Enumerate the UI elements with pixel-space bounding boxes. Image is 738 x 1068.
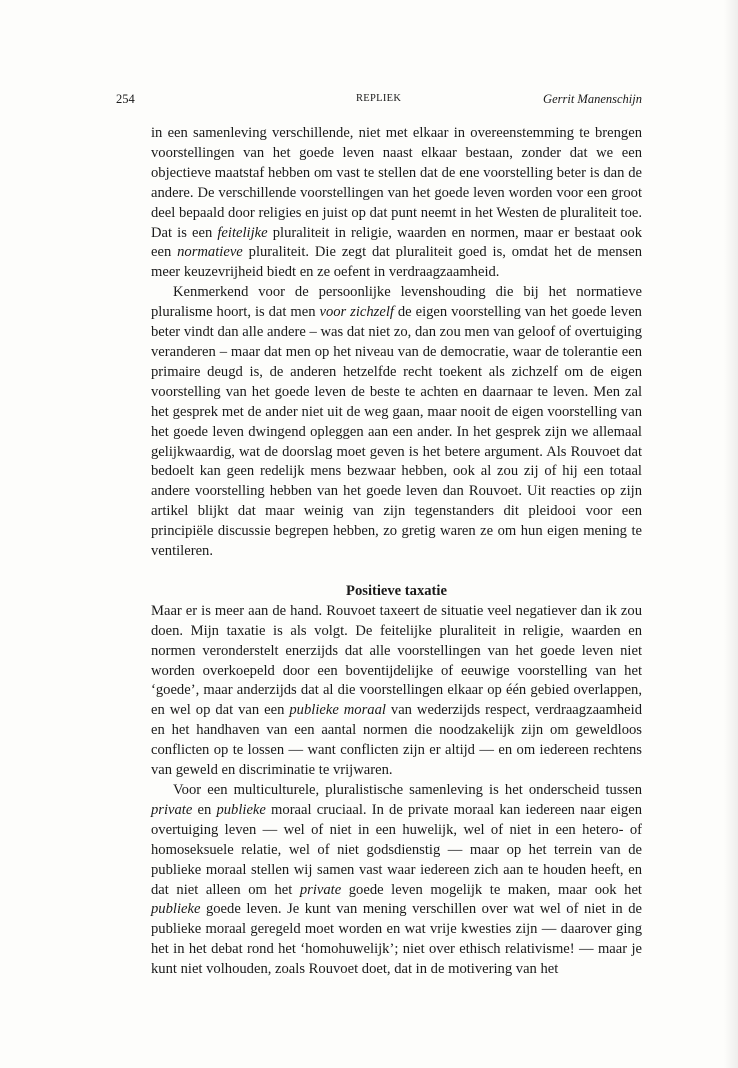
italic-text: publieke	[151, 901, 201, 918]
italic-text: feitelijke	[217, 224, 268, 241]
paragraph	[151, 283, 642, 562]
text-run: pluraliteit in religie, waarden en normen, maar er bestaat ook een	[151, 224, 642, 261]
text-run: Maar er is meer aan de hand. Rouvoet taxeert de situatie veel negatiever dan ik zou doen. Mijn taxatie is als volgt. De feitelijke pluraliteit in religie, waarden en normen veronderstelt enerzijds dat alle voorstellingen van het goede leven niet worden overkoepeld door een boventijdelijke of eeuwige voorstelling van het ‘goede’, maar anderzijds dat al die voorstellingen elkaar op één gebied overlappen, en wel op dat van een	[151, 602, 642, 719]
text-run: van wederzijds respect, verdraagzaamheid en het handhaven van een aantal normen die noodzakelijk zijn om geweldloos conflicten op te lossen — want conflicten zijn er altijd — en om iedereen rechtens van geweld en discriminatie te vrijwaren.	[151, 702, 642, 779]
italic-text: normatieve	[177, 244, 243, 261]
body-text	[151, 124, 642, 980]
paragraph	[151, 781, 642, 980]
text-run: moraal cruciaal. In de private moraal kan iedereen naar eigen overtuiging leven — wel of niet in een huwelijk, wel of niet in een hetero- of homoseksuele relatie, wel of niet godsdienstig — maar op het terrein van de publieke moraal stellen wij samen vast waar iedereen zich aan te houden heeft, en dat niet alleen om het	[151, 801, 643, 898]
running-title: REPLIEK	[356, 93, 402, 104]
text-run: Kenmerkend voor de persoonlijke levenshouding die bij het normatieve pluralisme hoort, is dat men	[151, 284, 642, 321]
text-run: en	[192, 801, 217, 818]
italic-text: publieke moraal	[289, 702, 386, 719]
italic-text: publieke	[216, 801, 266, 818]
text-run: Voor een multiculturele, pluralistische samenleving is het onderscheid tussen	[173, 782, 642, 798]
running-header	[116, 92, 642, 108]
italic-text: private	[151, 801, 193, 818]
section-heading: Positieve taxatie	[346, 582, 447, 599]
text-run: de eigen voorstelling van het goede leven beter vindt dan alle andere – was dat niet zo, dan zou men van geloof of overtuiging veranderen – maar dat men op het niveau van de democratie, waar de tolerantie een primaire deugd is, de anderen hetzelfde recht toekent als zichzelf om de eigen voorstelling van het goede leven de beste te achten en daarnaar te leven. Men zal het gesprek met de ander niet uit de weg gaan, maar nooit de eigen voorstelling van het goede leven dwingend opleggen aan een ander. In het gesprek zijn we allemaal gelijkwaardig, wat de doorslag moet geven is het betere argument. Als Rouvoet dat bedoelt kan geen redelijk mens bezwaar hebben, ook al zou zij of hij een totaal andere voorstelling hebben van het goede leven dan Rouvoet. Uit reacties op zijn artikel blijkt dat maar weinig van zijn tegenstanders dit pleidooi voor een principiële discussie begrepen hebben, zo gretig waren ze om hun eigen mening te ventileren.	[151, 304, 642, 560]
page-number: 254	[116, 92, 135, 106]
text-run: goede leven. Je kunt van mening verschillen over wat wel of niet in de publieke moraal geregeld moet worden en wat vrije kwesties zijn — daarover ging het in het debat rond het ‘homohuwelijk’; niet over ethisch relativisme! — maar je kunt niet volhouden, zoals Rouvoet doet, dat in de motivering van het	[151, 901, 642, 978]
paragraph	[151, 124, 642, 283]
text-run: pluraliteit. Die zegt dat pluraliteit goed is, omdat het de mensen meer keuzevrijheid biedt en ze oefent in verdraagzaamheid.	[151, 244, 643, 281]
page-edge-shadow	[724, 0, 738, 1068]
author-name: Gerrit Manenschijn	[543, 92, 642, 106]
italic-text: private	[299, 881, 342, 898]
text-run: goede leven mogelijk te maken, maar ook het	[341, 881, 642, 898]
text-run: in een samenleving verschillende, niet met elkaar in overeenstemming te brengen voorstellingen van het goede leven naast elkaar bestaan, zonder dat we een objectieve maatstaf hebben om vast te stellen dat de ene voorstelling beter is dan de andere. De verschillende voorstellingen van het goede leven worden voor een groot deel bepaald door religies en juist op dat punt neemt in het Westen de pluraliteit toe. Dat is een	[151, 125, 642, 241]
italic-text: voor zichzelf	[319, 304, 394, 321]
paragraph	[151, 602, 642, 781]
